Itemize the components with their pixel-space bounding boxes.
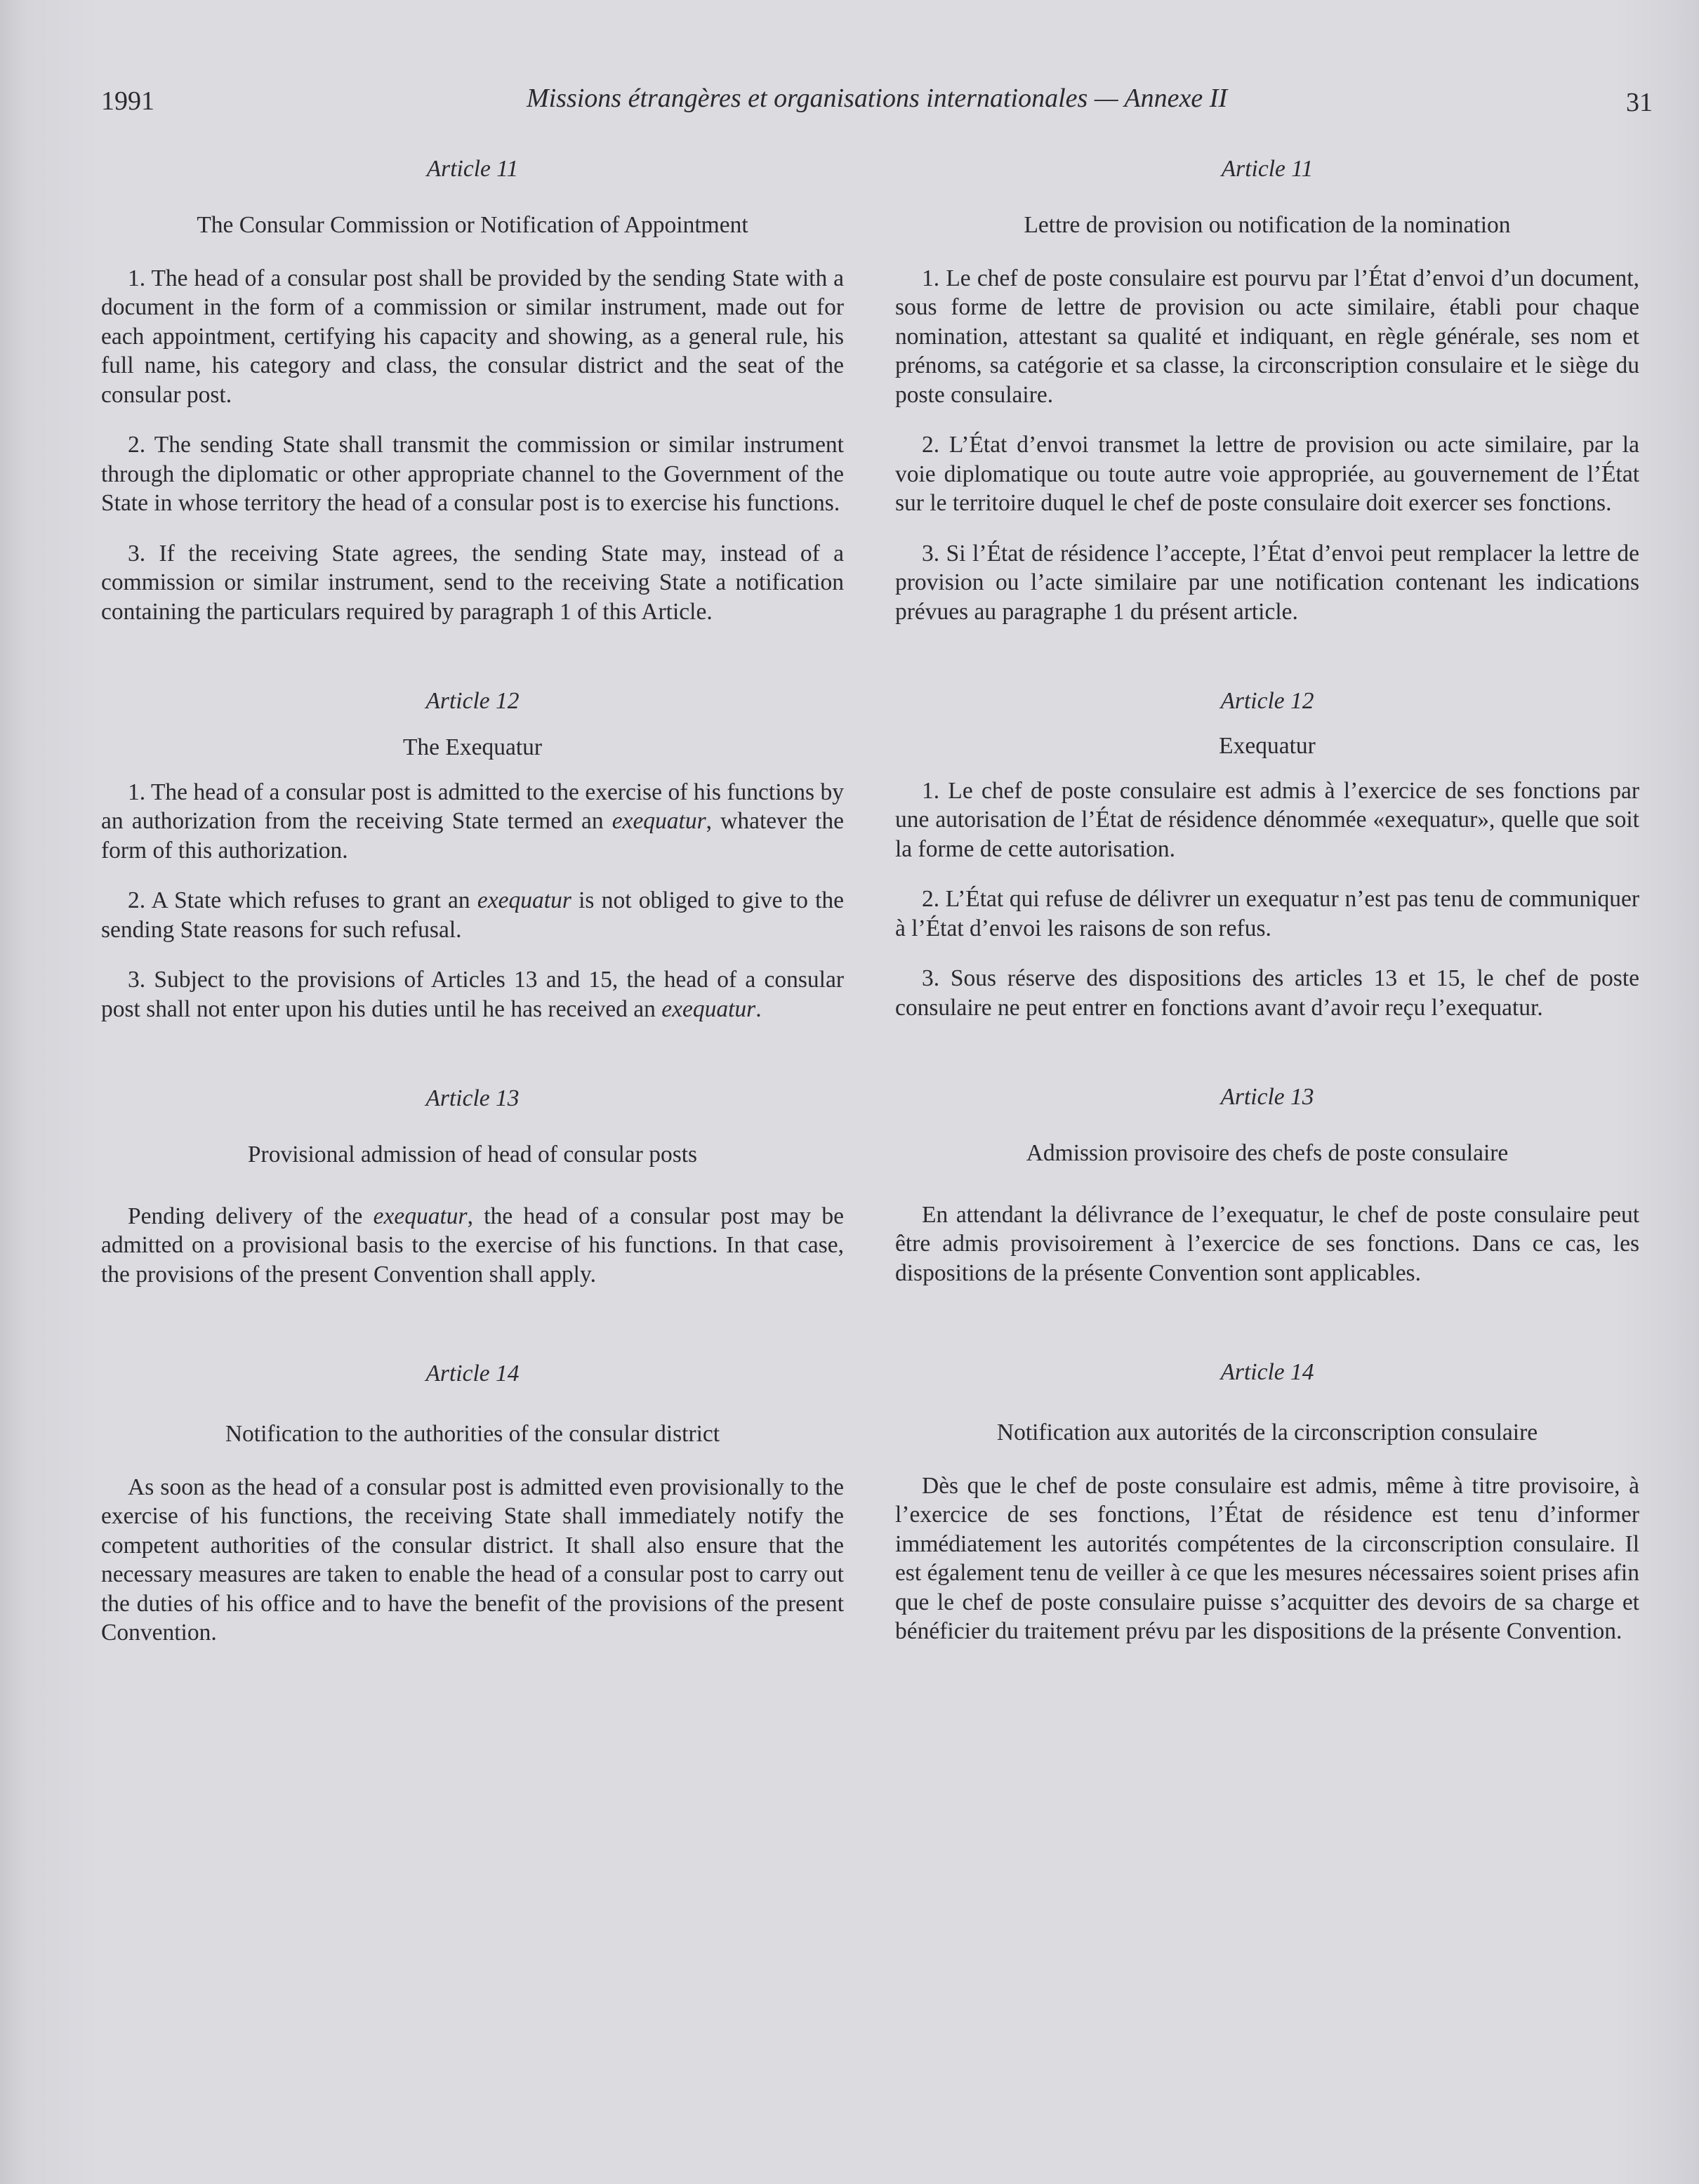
running-header — [101, 83, 1653, 125]
en-art12-heading: The Exequatur — [402, 734, 543, 760]
fr-art14-heading: Notification aux autorités de la circonscription consulaire — [996, 1419, 1538, 1445]
fr-article-11 — [895, 154, 1639, 626]
fr-art13-para-1: En attendant la délivrance de l’exequatur, le chef de poste consulaire peut être admis provisoirement à l’exercice de ses fonctions. Dans ce cas, les dispositions de la présente Convention sont applicables. — [895, 1201, 1639, 1286]
fr-art14-label: Article 14 — [1220, 1359, 1314, 1385]
en-art13-para-1: Pending delivery of the exequatur, the head of a consular post may be admitted on a provisional basis to the exercise of his functions. In that case, the provisions of the present Convention shall apply. — [101, 1203, 844, 1288]
header-year: 1991 — [101, 86, 154, 116]
en-art12-para-1: 1. The head of a consular post is admitted to the exercise of his functions by an authorization from the receiving State termed an exequatur, whatever the form of this authorization. — [101, 779, 844, 863]
en-article-14 — [101, 1359, 844, 1648]
fr-art12-para-3: 3. Sous réserve des dispositions des articles 13 et 15, le chef de poste consulaire ne peut entrer en fonctions avant d’avoir reçu l’exequatur. — [895, 965, 1639, 1021]
en-art12-para-3: 3. Subject to the provisions of Articles 13 and 15, the head of a consular post shall not enter upon his duties until he has received an exequatur. — [101, 967, 844, 1022]
fr-art11-label: Article 11 — [1221, 156, 1314, 182]
en-art11-label: Article 11 — [426, 156, 519, 182]
en-art14-heading: Notification to the authorities of the consular district — [225, 1421, 720, 1447]
fr-article-14 — [895, 1358, 1639, 1646]
fr-article-12 — [895, 687, 1639, 1022]
fr-art11-para-2: 2. L’État d’envoi transmet la lettre de provision ou acte similaire, par la voie diplomatique ou toute autre voie appropriée, au gouvernement de l’État sur le territoire duquel le chef de poste consulaire doit exercer ses fonctions. — [895, 432, 1639, 516]
fr-art12-para-2: 2. L’État qui refuse de délivrer un exequatur n’est pas tenu de communiquer à l’État d’envoi les raisons de son refus. — [895, 886, 1639, 941]
en-art11-para-2: 2. The sending State shall transmit the commission or similar instrument through the diplomatic or other appropriate channel to the Government of the State in whose territory the head of a consular post is to exercise his functions. — [101, 432, 844, 516]
page-number: 31 — [1626, 88, 1653, 117]
english-column — [101, 154, 844, 1669]
en-article-12 — [101, 687, 844, 1024]
header-title: Missions étrangères et organisations internationales — Annexe II — [526, 84, 1228, 113]
en-art11-para-1: 1. The head of a consular post shall be provided by the sending State with a document in the form of a commission or similar instrument, made out for each appointment, certifying his capacity and showing, as a general rule, his full name, his category and class, the consular district and the seat of the consular post. — [101, 265, 844, 408]
en-art13-label: Article 13 — [425, 1085, 520, 1111]
fr-art13-label: Article 13 — [1220, 1084, 1314, 1110]
en-art12-label: Article 12 — [425, 688, 520, 714]
en-art11-heading: The Consular Commission or Notification of Appointment — [197, 212, 748, 238]
fr-art12-label: Article 12 — [1220, 688, 1314, 714]
fr-art11-para-1: 1. Le chef de poste consulaire est pourvu par l’État d’envoi d’un document, sous forme de lettre de provision ou acte similaire, établi pour chaque nomination, attestant sa qualité et indiquant, en règle générale, ses nom et prénoms, sa catégorie et sa classe, la circonscription consulaire et le siège du poste consulaire. — [895, 265, 1639, 408]
fr-art11-para-3: 3. Si l’État de résidence l’accepte, l’État d’envoi peut remplacer la lettre de provision ou l’acte similaire par une notification contenant les indications prévues au paragraphe 1 du présent article. — [895, 540, 1639, 625]
fr-art12-heading: Exequatur — [1219, 733, 1316, 759]
fr-art13-heading: Admission provisoire des chefs de poste consulaire — [1026, 1140, 1509, 1166]
en-art12-para-2: 2. A State which refuses to grant an exequatur is not obliged to give to the sending State reasons for such refusal. — [101, 887, 844, 943]
en-art13-heading: Provisional admission of head of consular posts — [247, 1141, 698, 1167]
fr-art12-para-1: 1. Le chef de poste consulaire est admis à l’exercice de ses fonctions par une autorisation de l’État de résidence dénommée «exequatur», quelle que soit la forme de cette autorisation. — [895, 777, 1639, 862]
fr-article-13 — [895, 1083, 1639, 1288]
en-article-11 — [101, 154, 844, 626]
en-art14-para-1: As soon as the head of a consular post is admitted even provisionally to the exercise of his functions, the receiving State shall immediately notify the competent authorities of the consular district. It shall also ensure that the necessary measures are taken to enable the head of a consular post to carry out the duties of his office and to have the benefit of the provisions of the present Convention. — [101, 1474, 844, 1646]
fr-art14-para-1: Dès que le chef de poste consulaire est admis, même à titre provisoire, à l’exercice de ses fonctions, l’État de résidence est tenu d’informer immédiatement les autorités compétentes de la circonscription consulaire. Il est également tenu de veiller à ce que les mesures nécessaires soient prises afin que le chef de poste consulaire puisse s’acquitter des devoirs de sa charge et bénéficier du traitement prévu par les dispositions de la présente Convention. — [895, 1472, 1639, 1644]
french-column — [895, 154, 1639, 1667]
en-article-13 — [101, 1084, 844, 1289]
en-art11-para-3: 3. If the receiving State agrees, the sending State may, instead of a commission or similar instrument, send to the receiving State a notification containing the particulars required by paragraph 1 of this Article. — [101, 540, 844, 625]
fr-art11-heading: Lettre de provision ou notification de la nomination — [1024, 212, 1511, 238]
en-art14-label: Article 14 — [425, 1361, 520, 1386]
